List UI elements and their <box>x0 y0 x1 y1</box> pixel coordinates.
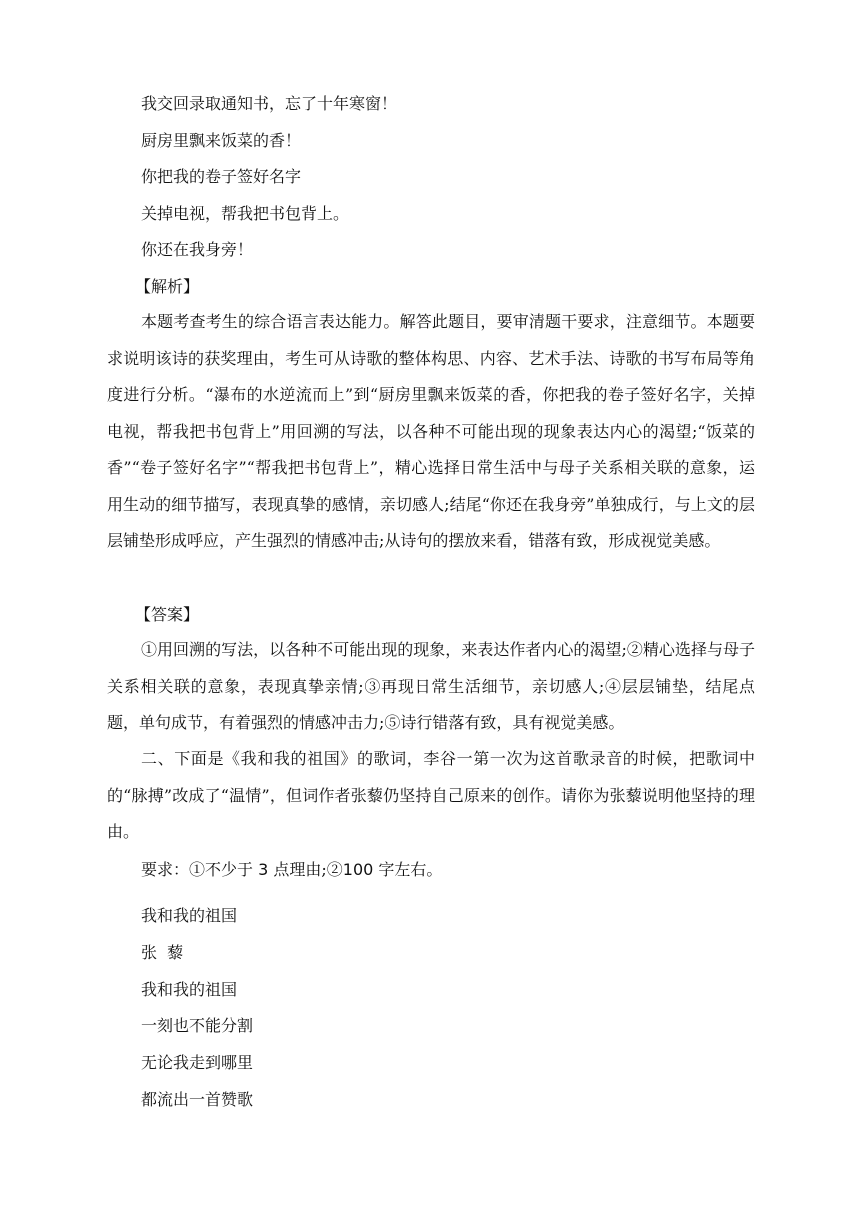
analysis-heading: 【解析】 <box>135 277 200 296</box>
song-title: 我和我的祖国 <box>141 906 238 925</box>
poem-line-4: 关掉电视，帮我把书包背上。 <box>141 204 350 223</box>
question-two-paragraph: 二、下面是《我和我的祖国》的歌词，李谷一第一次为这首歌录音的时候，把歌词中的“脉搏”改成了“温情”，但词作者张藜仍坚持自己原来的创作。请你为张藜说明他坚持的理由。 <box>107 749 755 841</box>
answer-heading: 【答案】 <box>135 605 200 624</box>
song-line-2: 一刻也不能分割 <box>141 1016 254 1035</box>
song-line-3: 无论我走到哪里 <box>141 1053 254 1072</box>
poem-line-2: 厨房里飘来饭菜的香！ <box>141 131 302 150</box>
song-line-1: 我和我的祖国 <box>141 980 238 999</box>
requirement-line <box>141 860 442 880</box>
song-line-4: 都流出一首赞歌 <box>141 1090 254 1109</box>
analysis-paragraph: 本题考查考生的综合语言表达能力。解答此题目，要审清题干要求，注意细节。本题要求说明该诗的获奖理由，考生可从诗歌的整体构思、内容、艺术手法、诗歌的书写布局等角度进行分析。“瀑布的水逆流而上”到“厨房里飘来饭菜的香，你把我的卷子签好名字，关掉电视，帮我把书包背上”用回溯的写法，以各种不可能出现的现象表达内心的渴望;“饭菜的香”“卷子签好名字”“帮我把书包背上”，精心选择日常生活中与母子关系相关联的意象，运用生动的细节描写，表现真挚的感情，亲切感人;结尾“你还在我身旁”单独成行，与上文的层层铺垫形成呼应，产生强烈的情感冲击;从诗句的摆放来看，错落有致，形成视觉美感。 <box>107 312 755 550</box>
requirement-number-1: 3 <box>258 860 269 879</box>
requirement-number-2: 100 <box>342 860 374 879</box>
requirement-suffix: 字左右。 <box>373 860 443 879</box>
poem-line-1: 我交回录取通知书，忘了十年寒窗！ <box>141 94 398 113</box>
requirement-prefix: 要求：①不少于 <box>141 860 259 879</box>
song-author: 张 藜 <box>141 943 184 962</box>
requirement-middle: 点理由;② <box>268 860 343 879</box>
answer-paragraph: ①用回溯的写法，以各种不可能出现的现象，来表达作者内心的渴望;②精心选择与母子关系相关联的意象，表现真挚亲情;③再现日常生活细节，亲切感人;④层层铺垫，结尾点题，单句成节，有着强烈的情感冲击力;⑤诗行错落有致，具有视觉美感。 <box>107 640 755 732</box>
poem-line-5: 你还在我身旁！ <box>141 240 254 259</box>
poem-line-3: 你把我的卷子签好名字 <box>141 167 302 186</box>
